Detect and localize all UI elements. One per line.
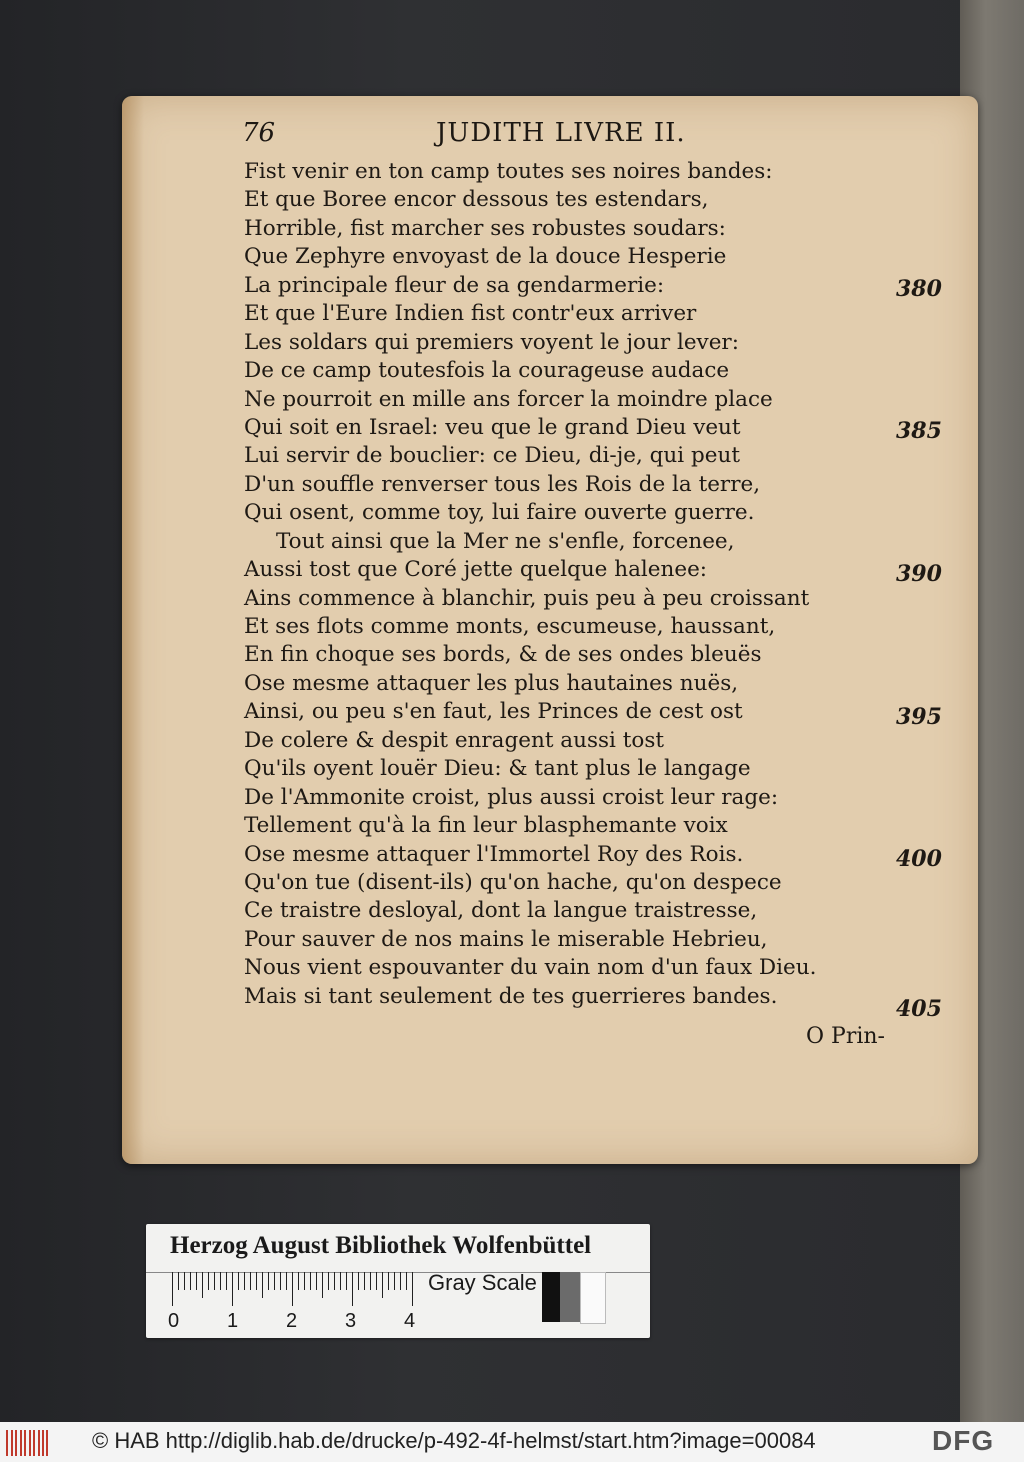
- ruler-tick: [310, 1272, 311, 1290]
- verse-line: Qui osent, comme toy, lui faire ouverte guerre.: [244, 500, 755, 526]
- verse-line: Fist venir en ton camp toutes ses noires bandes:: [244, 159, 773, 184]
- verse-line: En fin choque ses bords, & de ses ondes bleuës: [244, 642, 762, 668]
- scale-number: 1: [227, 1310, 239, 1332]
- verse-line-number: 380: [896, 276, 942, 302]
- hab-logo-icon: [6, 1430, 48, 1456]
- ruler-tick: [364, 1272, 365, 1290]
- verse-line: La principale fleur de sa gendarmerie:: [244, 272, 665, 298]
- ruler-tick: [184, 1272, 185, 1290]
- verse-line: De colere & despit enragent aussi tost: [244, 727, 664, 753]
- ruler-tick: [376, 1272, 377, 1290]
- page-number: 76: [242, 118, 276, 148]
- verse-line: Tout ainsi que la Mer ne s'enfle, forcenee,: [276, 528, 735, 554]
- verse-line: De ce camp toutesfois la courageuse audace: [244, 358, 730, 384]
- ruler-tick: [190, 1272, 191, 1290]
- ruler-tick: [394, 1272, 395, 1290]
- ruler-tick: [352, 1272, 353, 1306]
- verse-line: Que Zephyre envoyast de la douce Hesperie: [244, 244, 727, 270]
- verse-line: Ose mesme attaquer les plus hautaines nuës,: [244, 670, 739, 696]
- ruler-tick: [178, 1272, 179, 1290]
- scale-number: 2: [286, 1310, 298, 1332]
- verse-line: Et ses flots comme monts, escumeuse, haussant,: [244, 614, 776, 639]
- ruler-tick: [316, 1272, 317, 1290]
- ruler-tick: [232, 1272, 233, 1306]
- running-title: JUDITH LIVRE II.: [436, 118, 686, 148]
- verse-line: Et que Boree encor dessous tes estendars,: [244, 187, 709, 213]
- viewer-footer: [0, 1422, 1024, 1462]
- ruler-tick: [208, 1272, 209, 1290]
- verse-block: [244, 158, 904, 1011]
- ruler-tick: [412, 1272, 413, 1306]
- source-link[interactable]: © HAB http://diglib.hab.de/drucke/p-492-4f-helmst/start.htm?image=00084: [92, 1428, 816, 1453]
- verse-line: Pour sauver de nos mains le miserable Hebrieu,: [244, 926, 768, 952]
- ruler-tick: [340, 1272, 341, 1290]
- ruler-tick: [238, 1272, 239, 1290]
- verse-line: Ose mesme attaquer l'Immortel Roy des Rois.: [244, 841, 744, 867]
- ruler-tick: [172, 1272, 173, 1306]
- ruler-tick: [256, 1272, 257, 1290]
- verse-line: Qu'ils oyent louër Dieu: & tant plus le langage: [244, 756, 751, 782]
- ruler-tick: [304, 1272, 305, 1290]
- verse-line-number: 385: [896, 418, 942, 444]
- verse-line: Tellement qu'à la fin leur blasphemante voix: [244, 813, 728, 839]
- ruler-tick: [346, 1272, 347, 1290]
- gray-patch: [560, 1272, 580, 1322]
- verse-line: Ne pourroit en mille ans forcer la moindre place: [244, 386, 773, 412]
- verse-line-number: 405: [896, 996, 942, 1022]
- verse-line: Mais si tant seulement de tes guerrieres bandes.: [244, 983, 778, 1009]
- ruler-tick: [406, 1272, 407, 1290]
- ruler-tick: [286, 1272, 287, 1290]
- gray-scale-label: Gray Scale: [428, 1270, 537, 1295]
- ruler-tick: [244, 1272, 245, 1290]
- verse-line: Qu'on tue (disent-ils) qu'on hache, qu'on despece: [244, 869, 782, 895]
- ruler-tick: [292, 1272, 293, 1306]
- verse-line: Et que l'Eure Indien fist contr'eux arriver: [244, 301, 697, 327]
- verse-line: De l'Ammonite croist, plus aussi croist leur rage:: [244, 784, 779, 810]
- verse-line-number: 395: [896, 704, 942, 730]
- ruler-tick: [358, 1272, 359, 1290]
- white-patch: [580, 1272, 606, 1324]
- ruler-tick: [214, 1272, 215, 1290]
- ruler-tick: [268, 1272, 269, 1290]
- ruler-tick: [298, 1272, 299, 1290]
- color-scale-card: [146, 1224, 650, 1338]
- verse-line: Ains commence à blanchir, puis peu à peu croissant: [244, 585, 810, 611]
- ruler-tick: [328, 1272, 329, 1290]
- scale-number: 4: [404, 1310, 416, 1332]
- verse-line: Aussi tost que Coré jette quelque halenee:: [244, 557, 708, 583]
- ruler-tick: [274, 1272, 275, 1290]
- verse-line: Nous vient espouvanter du vain nom d'un faux Dieu.: [244, 955, 817, 981]
- ruler-tick: [334, 1272, 335, 1290]
- scale-number: 0: [168, 1310, 180, 1332]
- ruler-tick: [400, 1272, 401, 1290]
- ruler-tick: [220, 1272, 221, 1290]
- verse-line: Ainsi, ou peu s'en faut, les Princes de cest ost: [244, 699, 743, 725]
- verse-line-number: 390: [896, 561, 942, 587]
- ruler-tick: [370, 1272, 371, 1290]
- library-name: Herzog August Bibliothek Wolfenbüttel: [170, 1232, 592, 1259]
- black-patch: [542, 1272, 560, 1322]
- page-header: [242, 118, 762, 152]
- ruler-tick: [250, 1272, 251, 1290]
- scale-number: 3: [345, 1310, 357, 1332]
- catchword: O Prin-: [806, 1024, 885, 1049]
- ruler-tick: [196, 1272, 197, 1290]
- ruler-ticks: [172, 1272, 412, 1306]
- ruler-tick: [322, 1272, 323, 1298]
- ruler-tick: [202, 1272, 203, 1298]
- ruler-tick: [280, 1272, 281, 1290]
- dfg-logo: DFG: [932, 1425, 995, 1456]
- verse-line: Lui servir de bouclier: ce Dieu, di-je, qui peut: [244, 443, 740, 469]
- verse-line: Qui soit en Israel: veu que le grand Dieu veut: [244, 414, 741, 440]
- verse-line: Horrible, fist marcher ses robustes soudars:: [244, 215, 726, 241]
- ruler-tick: [382, 1272, 383, 1298]
- ruler-tick: [226, 1272, 227, 1290]
- verse-line-number: 400: [896, 846, 942, 872]
- verse-line: Les soldars qui premiers voyent le jour lever:: [244, 329, 739, 355]
- ruler-tick: [388, 1272, 389, 1290]
- verse-line: Ce traistre desloyal, dont la langue traistresse,: [244, 898, 758, 924]
- verse-line: D'un souffle renverser tous les Rois de la terre,: [244, 471, 761, 497]
- ruler-tick: [262, 1272, 263, 1298]
